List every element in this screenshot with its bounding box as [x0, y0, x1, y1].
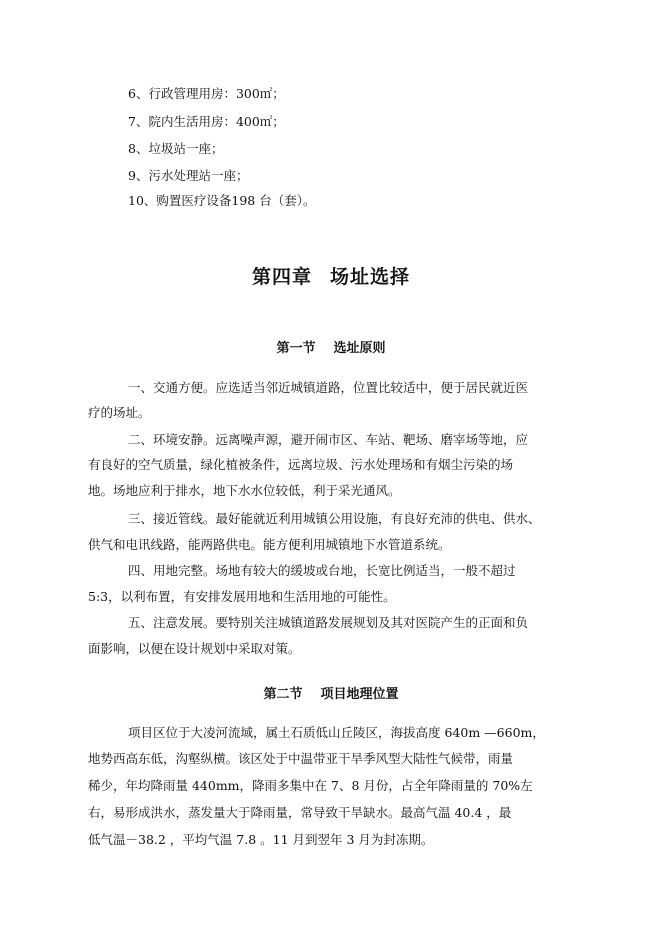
list-item: 7、院内生活用房：400㎡；	[128, 114, 285, 129]
paragraph-line: 疗的场址。	[88, 405, 151, 420]
paragraph-line: 右，易形成洪水，蒸发量大于降雨量，常导致干旱缺水。最高气温 40.4 ，最	[88, 805, 512, 820]
paragraph-line: 低气温－38.2 ，平均气温 7.8 。11 月到翌年 3 月为封冻期。	[88, 832, 434, 847]
paragraph-line: 稀少，年均降雨量 440mm，降雨多集中在 7、8 月份，占全年降雨量的 70%左	[88, 778, 533, 793]
paragraph-line: 供气和电讯线路，能两路供电。能方便利用城镇地下水管道系统。	[88, 537, 451, 552]
list-item: 8、垃圾站一座；	[128, 141, 224, 156]
section-heading	[0, 337, 662, 356]
chapter-title-text: 场址选择	[330, 266, 411, 288]
section-number: 第二节	[263, 687, 303, 702]
paragraph-line: 地。场地应利于排水，地下水水位较低，利于采光通风。	[88, 483, 401, 498]
paragraph-line: 二、环境安静。远离噪声源，避开闹市区、车站、靶场、磨宰场等地，应	[128, 432, 529, 447]
section-title: 项目地理位置	[320, 687, 399, 702]
paragraph-line: 一、交通方便。应选适当邻近城镇道路，位置比较适中，便于居民就近医	[128, 380, 529, 395]
paragraph-line: 地势西高东低，沟壑纵横。该区处于中温带亚干旱季风型大陆性气候带，雨量	[88, 751, 514, 766]
paragraph-line: 面影响，以便在设计规划中采取对策。	[88, 641, 301, 656]
paragraph-line: 项目区位于大凌河流域，属土石质低山丘陵区，海拔高度 640m —660m，	[128, 725, 545, 740]
section-heading	[0, 683, 662, 702]
paragraph-line: 三、接近管线。最好能就近利用城镇公用设施，有良好充沛的供电、供水、	[128, 511, 541, 526]
section-title: 选址原则	[333, 341, 386, 356]
paragraph-line: 5:3，以利布置，有安排发展用地和生活用地的可能性。	[88, 589, 396, 604]
list-item: 10、购置医疗设备198 台（套）。	[128, 193, 316, 208]
chapter-number: 第四章	[251, 266, 312, 288]
paragraph-line: 五、注意发展。要特别关注城镇道路发展规划及其对医院产生的正面和负	[128, 615, 529, 630]
paragraph-line: 有良好的空气质量，绿化植被条件，远离垃圾、污水处理场和有烟尘污染的场	[88, 457, 514, 472]
chapter-title	[0, 262, 662, 289]
paragraph-line: 四、用地完整。场地有较大的缓坡或台地，长宽比例适当，一般不超过	[128, 563, 516, 578]
list-item: 6、行政管理用房：300㎡；	[128, 86, 285, 101]
list-item: 9、污水处理站一座；	[128, 168, 249, 183]
section-number: 第一节	[276, 341, 316, 356]
